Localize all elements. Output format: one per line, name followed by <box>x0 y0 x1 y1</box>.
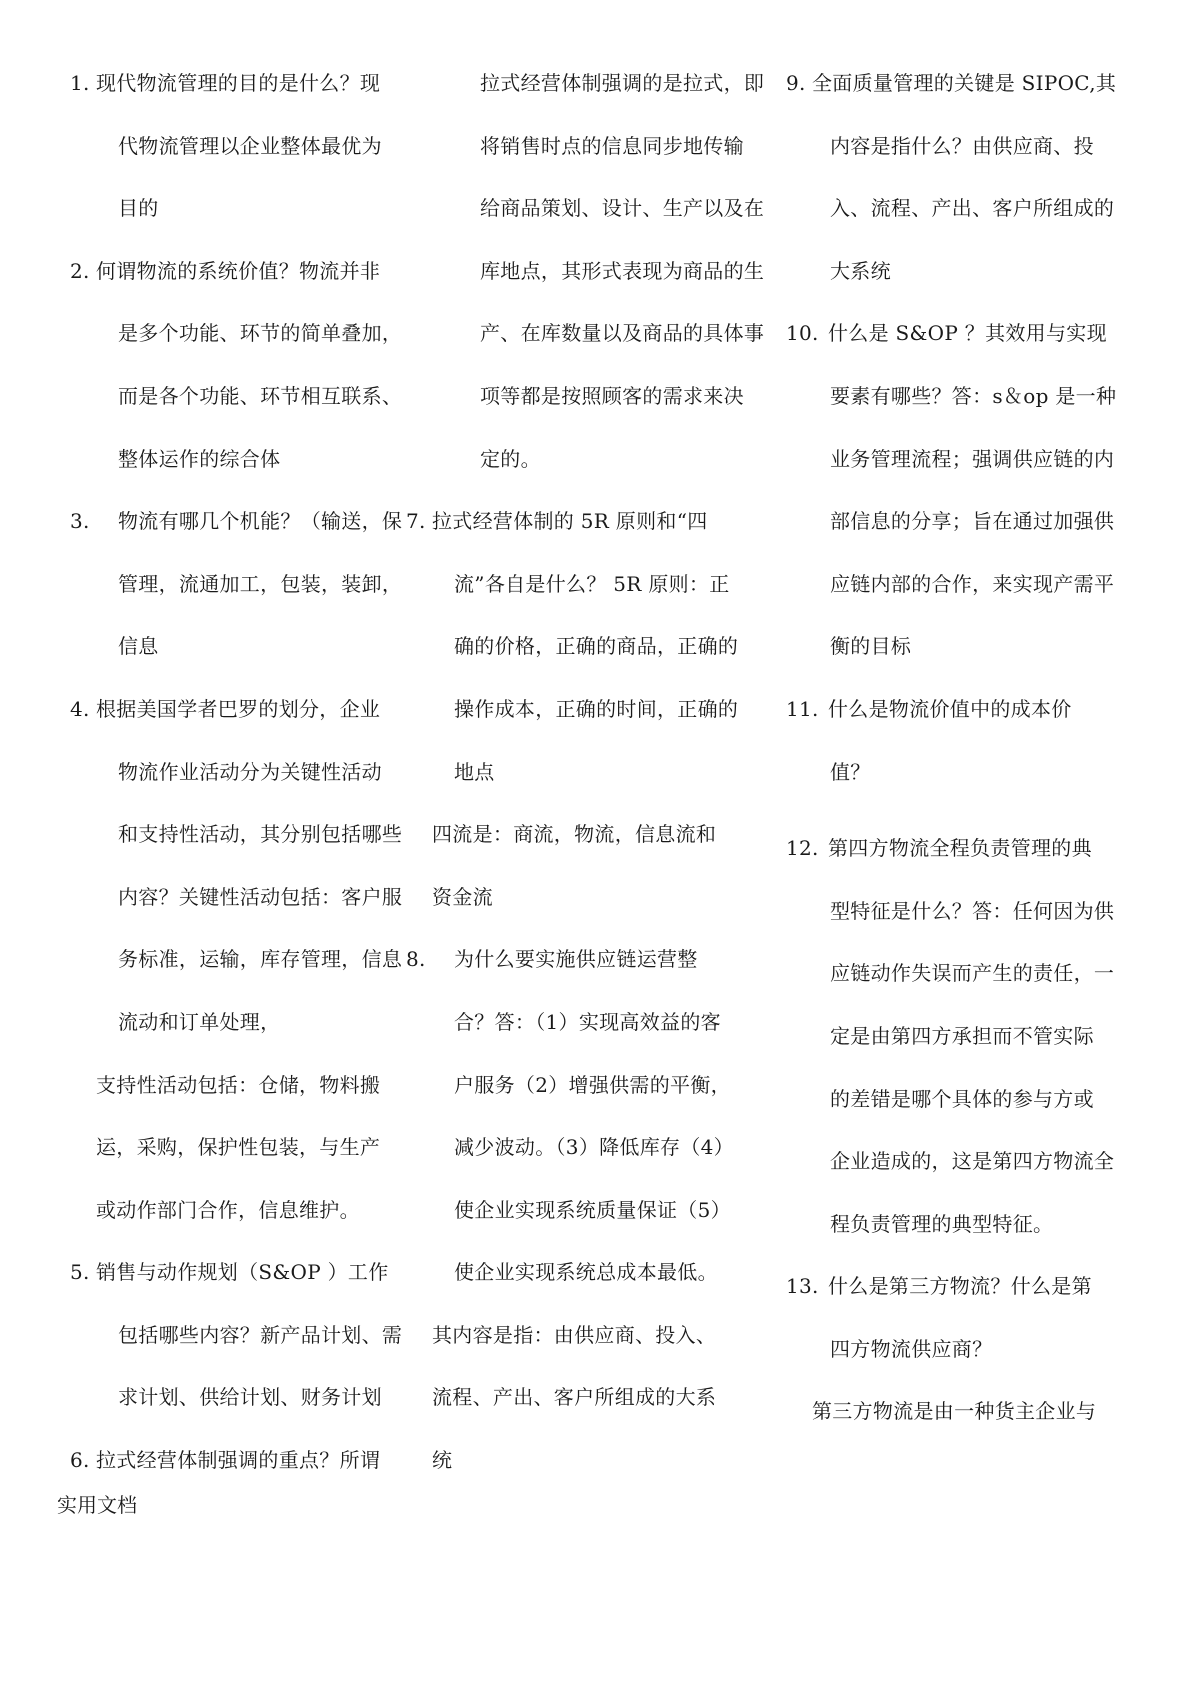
q8-line-8: 流程、产出、客户所组成的大系 <box>432 1385 717 1410</box>
q8-number: 8. <box>406 947 426 972</box>
q6-line-8: 定的。 <box>480 446 541 471</box>
q6-line-3: 将销售时点的信息同步地传输 <box>480 133 744 158</box>
q9-line-2: 内容是指什么？由供应商、投 <box>830 133 1094 158</box>
q7-line-4: 操作成本，正确的时间，正确的 <box>454 696 739 721</box>
q1-text: 现代物流管理的目的是什么？现 <box>96 71 381 95</box>
q7-number: 7. <box>406 509 426 534</box>
q3-line-1 <box>70 490 410 553</box>
q8-line-2: 合？答：（1）实现高效益的客 <box>454 1009 721 1034</box>
q4-line-6: 流动和订单处理， <box>118 1009 281 1034</box>
q3-number: 3. <box>70 509 90 534</box>
q9-number: 9. <box>786 71 806 95</box>
q5-text: 销售与动作规划（S&OP ）工作 <box>96 1260 389 1285</box>
q4-line-3: 和支持性活动，其分别包括哪些 <box>118 822 403 847</box>
q9-text: 全面质量管理的关键是 SIPOC,其 <box>812 71 1117 95</box>
q8-text: 为什么要实施供应链运营整 <box>454 947 698 972</box>
q13-number: 13. <box>786 1274 819 1299</box>
q7-line-2: 流”各自是什么？ 5R 原则：正 <box>454 571 730 596</box>
q9-line-1 <box>786 52 1146 115</box>
q13-line-1 <box>786 1255 1146 1318</box>
q3-line-2: 管理，流通加工，包装，装卸， <box>118 571 403 596</box>
q7-line-5: 地点 <box>454 759 495 784</box>
q8-line-5: 使企业实现系统质量保证（5） <box>454 1197 731 1222</box>
q7-line-7: 资金流 <box>432 884 493 909</box>
q8-line-4: 减少波动。（3）降低库存（4） <box>454 1135 734 1160</box>
q8-line-6: 使企业实现系统总成本最低。 <box>454 1260 718 1285</box>
q3-text: 物流有哪几个机能？（输送，保 <box>118 509 403 534</box>
q10-line-6: 衡的目标 <box>830 634 912 659</box>
q12-line-4: 定是由第四方承担而不管实际 <box>830 1023 1094 1048</box>
footer-label: 实用文档 <box>57 1493 137 1517</box>
q12-number: 12. <box>786 836 819 861</box>
q1-line-3: 目的 <box>118 196 159 221</box>
q13-line-3: 第三方物流是由一种货主企业与 <box>812 1399 1097 1424</box>
q7-line-3: 确的价格，正确的商品，正确的 <box>454 634 739 659</box>
q12-line-3: 应链动作失误而产生的责任，一 <box>830 961 1115 986</box>
q2-line-2: 是多个功能、环节的简单叠加， <box>118 321 403 346</box>
q5-line-3: 求计划、供给计划、财务计划 <box>118 1385 382 1410</box>
q6-number: 6. <box>70 1448 90 1473</box>
q10-line-1 <box>786 302 1146 365</box>
q8-line-7: 其内容是指：由供应商、投入、 <box>432 1322 717 1347</box>
q13-line-2: 四方物流供应商？ <box>830 1336 993 1361</box>
q6-line-7: 项等都是按照顾客的需求来决 <box>480 383 744 408</box>
q4-line-5: 务标准，运输，库存管理，信息 <box>118 947 403 972</box>
q12-line-2: 型特征是什么？答：任何因为供 <box>830 898 1115 923</box>
q2-line-3: 而是各个功能、环节相互联系、 <box>118 383 403 408</box>
q7-line-6: 四流是：商流，物流，信息流和 <box>432 822 717 847</box>
q11-line-1 <box>786 678 1146 741</box>
q8-line-1 <box>406 928 774 991</box>
q8-line-9: 统 <box>432 1448 453 1473</box>
q1-number: 1. <box>70 71 90 95</box>
q12-line-1 <box>786 817 1146 880</box>
q9-line-3: 入、流程、产出、客户所组成的 <box>830 196 1115 221</box>
q4-number: 4. <box>70 696 90 721</box>
q6-line-6: 产、在库数量以及商品的具体事 <box>480 321 765 346</box>
q4-line-9: 或动作部门合作，信息维护。 <box>96 1197 360 1222</box>
q6-text: 拉式经营体制强调的重点？所谓 <box>96 1448 381 1473</box>
q2-line-1 <box>70 240 410 303</box>
q6-line-4: 给商品策划、设计、生产以及在 <box>480 196 765 221</box>
q12-line-6: 企业造成的，这是第四方物流全 <box>830 1149 1115 1174</box>
column-2 <box>406 52 774 1492</box>
q4-line-7: 支持性活动包括：仓储，物料搬 <box>96 1072 381 1097</box>
q1-line-1 <box>70 52 410 115</box>
q10-number: 10. <box>786 321 819 346</box>
q7-text: 拉式经营体制的 5R 原则和“四 <box>432 509 708 534</box>
q3-line-3: 信息 <box>118 634 159 659</box>
q10-line-3: 业务管理流程；强调供应链的内 <box>830 446 1115 471</box>
column-3 <box>786 52 1146 1443</box>
q6-line-2: 拉式经营体制强调的是拉式，即 <box>480 71 765 95</box>
q2-line-4: 整体运作的综合体 <box>118 446 281 471</box>
q9-line-4: 大系统 <box>830 258 891 283</box>
q4-line-2: 物流作业活动分为关键性活动 <box>118 759 382 784</box>
q10-line-4: 部信息的分享；旨在通过加强供 <box>830 509 1115 534</box>
column-1 <box>70 52 410 1492</box>
q10-text: 什么是 S&OP ？其效用与实现 <box>828 321 1107 346</box>
q6-line-1 <box>70 1429 410 1492</box>
q13-text: 什么是第三方物流？什么是第 <box>828 1274 1092 1299</box>
q12-text: 第四方物流全程负责管理的典 <box>828 836 1092 861</box>
q5-line-1 <box>70 1241 410 1304</box>
q8-line-3: 户服务（2）增强供需的平衡， <box>454 1072 731 1097</box>
q1-line-2: 代物流管理以企业整体最优为 <box>118 133 382 158</box>
q4-line-4: 内容？关键性活动包括：客户服 <box>118 884 403 909</box>
q4-line-1 <box>70 678 410 741</box>
q11-number: 11. <box>786 696 819 721</box>
q11-line-2: 值？ <box>830 759 871 784</box>
q7-line-1 <box>406 490 774 553</box>
q10-line-5: 应链内部的合作，来实现产需平 <box>830 571 1115 596</box>
q10-line-2: 要素有哪些？答：s＆op 是一种 <box>830 383 1117 408</box>
q11-text: 什么是物流价值中的成本价 <box>828 696 1072 721</box>
q4-line-8: 运，采购，保护性包装，与生产 <box>96 1135 381 1160</box>
q4-text: 根据美国学者巴罗的划分，企业 <box>96 696 381 721</box>
q12-line-7: 程负责管理的典型特征。 <box>830 1211 1054 1236</box>
q2-number: 2. <box>70 258 90 283</box>
q5-line-2: 包括哪些内容？新产品计划、需 <box>118 1322 403 1347</box>
q5-number: 5. <box>70 1260 90 1285</box>
q6-line-5: 库地点，其形式表现为商品的生 <box>480 258 765 283</box>
q2-text: 何谓物流的系统价值？物流并非 <box>96 258 381 283</box>
q12-line-5: 的差错是哪个具体的参与方或 <box>830 1086 1094 1111</box>
